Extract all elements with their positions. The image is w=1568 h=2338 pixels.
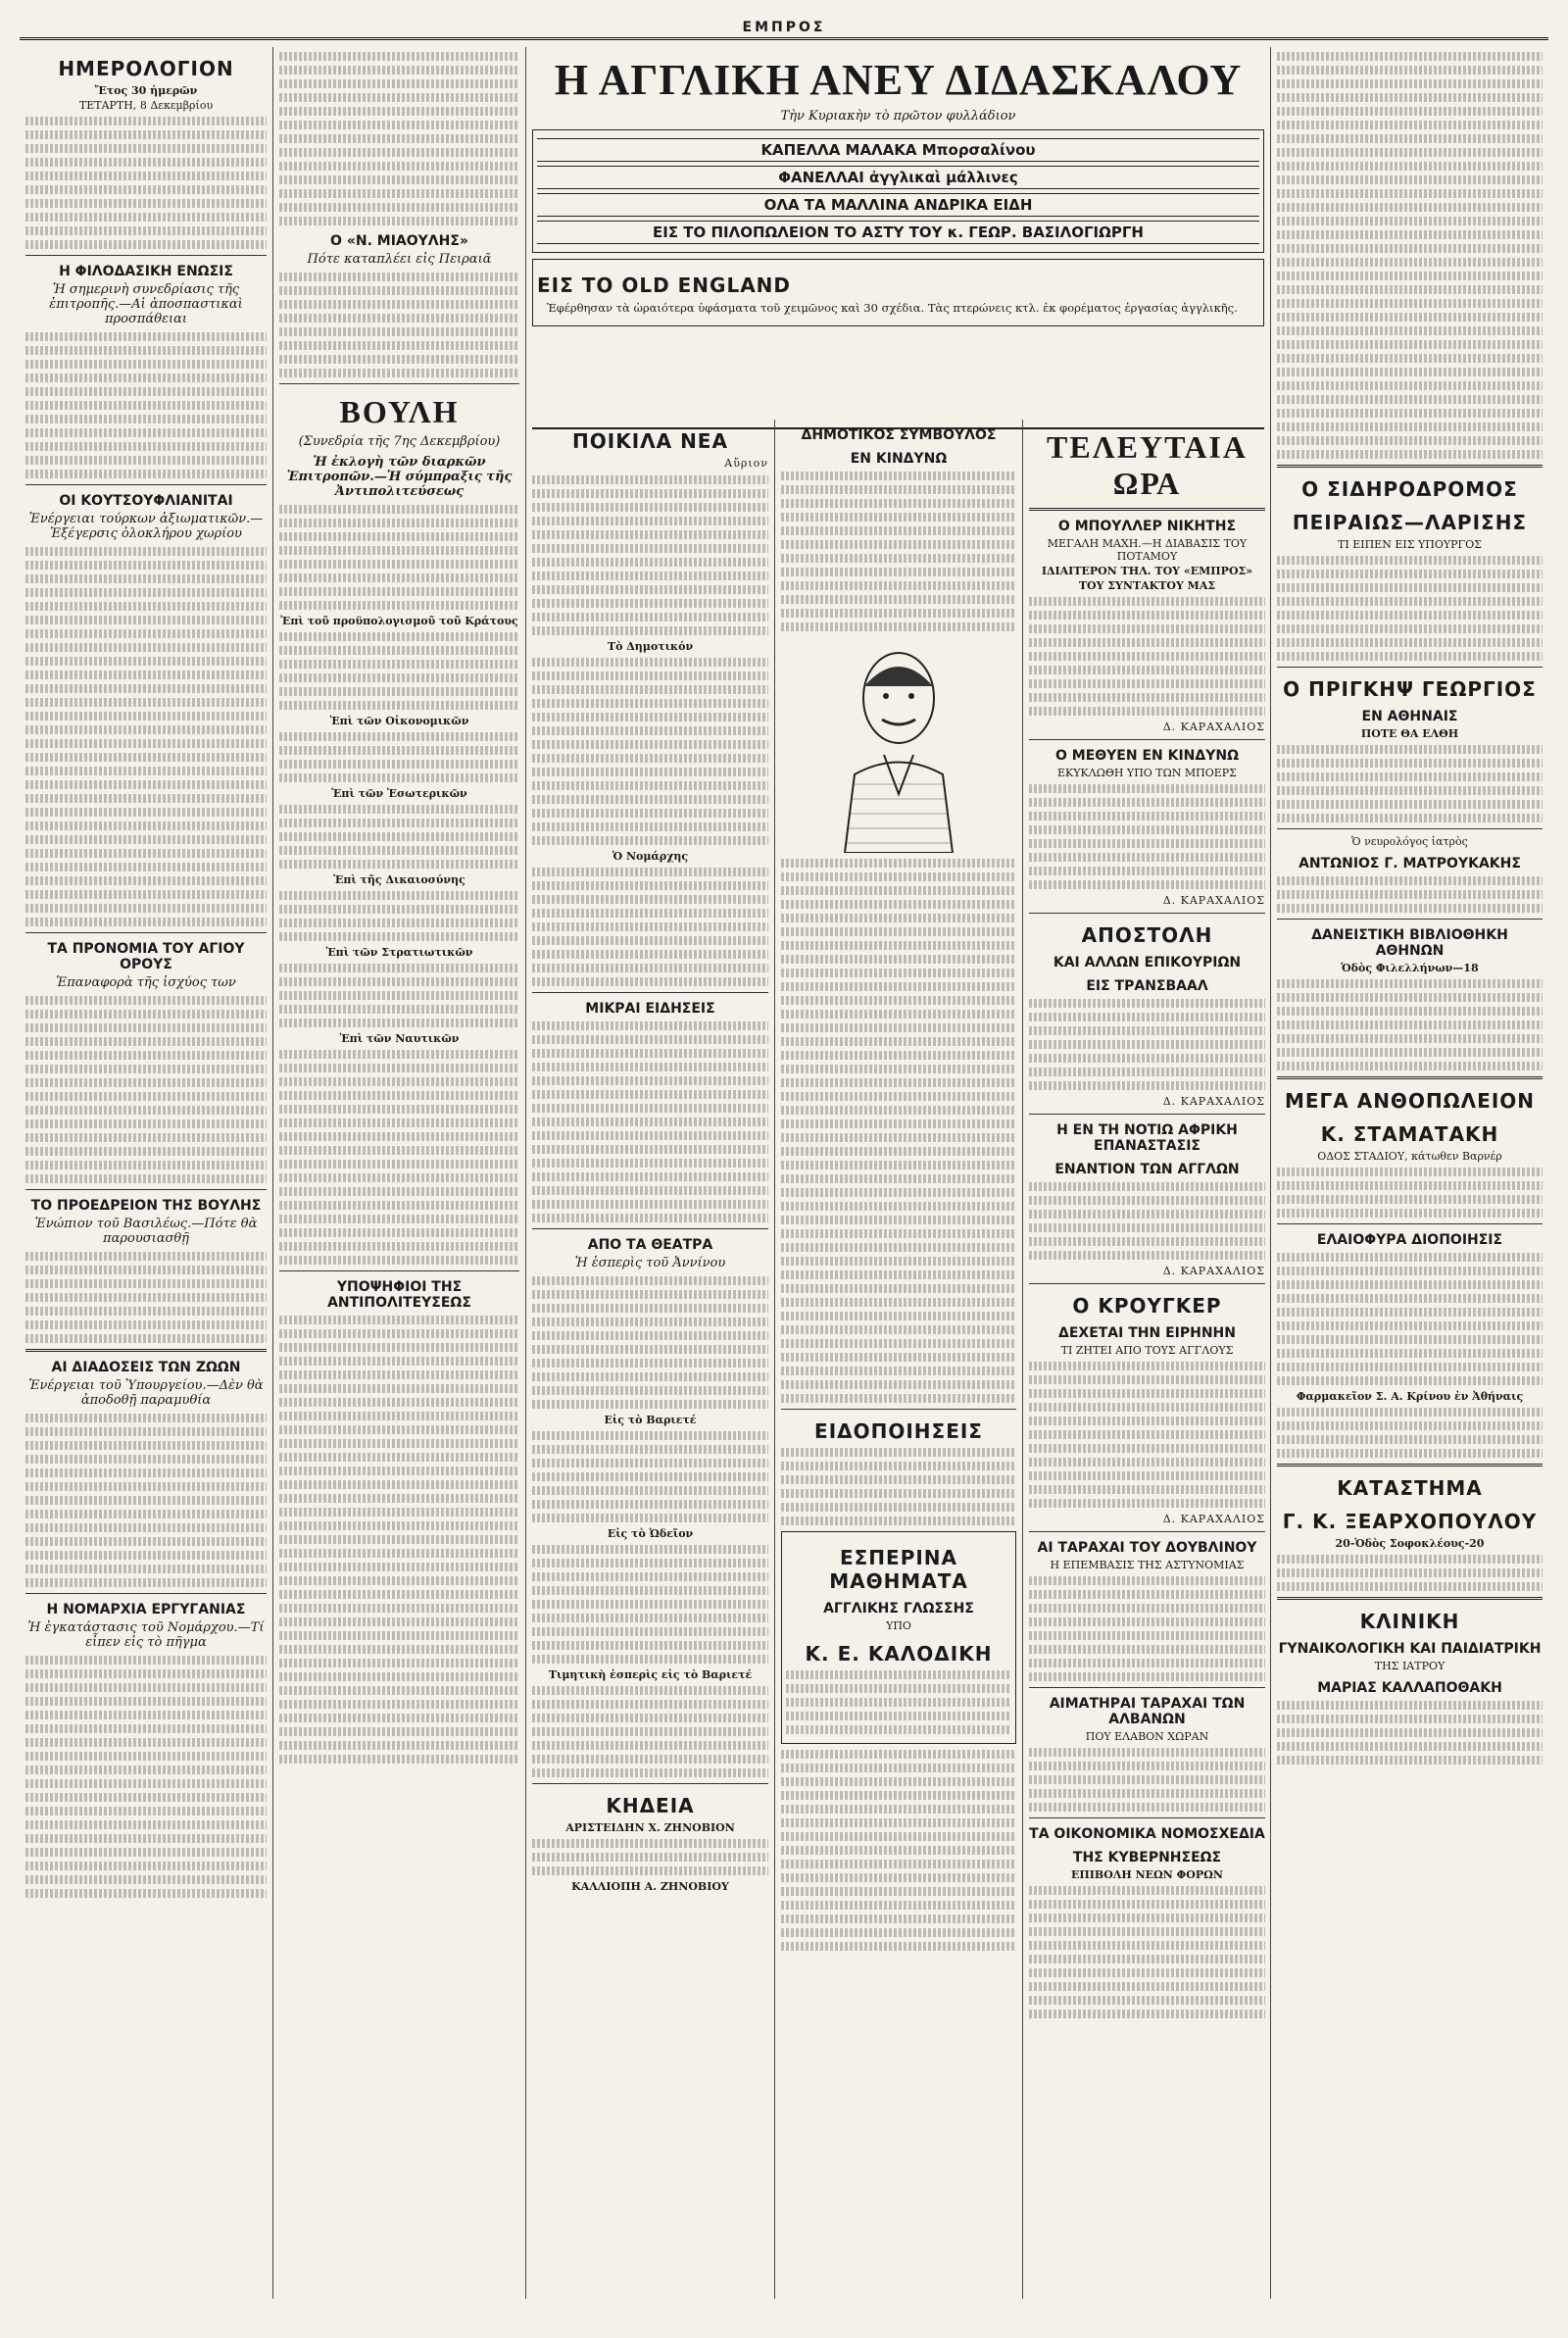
article-heading: Εἰς τὸ Ὠδεῖον [607,1527,694,1540]
article-subheading: Ἐπαναφορὰ τῆς ἰσχύος των [56,975,236,990]
article-subheading: Η ΕΠΕΜΒΑΣΙΣ ΤΗΣ ΑΣΤΥΝΟΜΙΑΣ [1050,1559,1245,1571]
text-block [25,117,267,249]
doctor-ad-label: Ὁ νευρολόγος ἰατρὸς [1351,835,1468,848]
main-headline-sub: Τὴν Κυριακὴν τὸ πρῶτον φυλλάδιον [780,109,1016,124]
text-block [279,1316,519,1764]
clinic-ad-title: ΚΛΙΝΙΚΗ [1359,1610,1460,1633]
section-title-vouli: ΒΟΥΛΗ [339,394,460,429]
committee-item: Ἐπὶ τοῦ προϋπολογισμοῦ τοῦ Κράτους [280,615,518,627]
ad-line: ΦΑΝΕΛΛΑΙ ἀγγλικαὶ μάλλινες [537,166,1259,189]
pharmacy-ad: Φαρμακεῖον Σ. Α. Κρίνου ἐν Ἀθήναις [1296,1390,1524,1403]
text-block [532,658,768,845]
article-heading: ΑΙ ΤΑΡΑΧΑΙ ΤΟΥ ΔΟΥΒΛΙΝΟΥ [1037,1540,1257,1556]
text-block [1277,745,1543,822]
session-subheading: Ἡ ἐκλογὴ τῶν διαρκῶν Ἐπιτροπῶν.—Ἡ σύμπραξις τῆς Ἀντιπολιτεύσεως [286,455,513,499]
article-heading: Εἰς τὸ Βαριετέ [604,1414,697,1426]
columns [20,47,1548,2299]
store-ad-name: Γ. Κ. ΞΕΑΡΧΟΠΟΥΛΟΥ [1282,1510,1538,1533]
ad-text: Ἐφέρθησαν τὰ ὡραιότερα ὑφάσματα τοῦ χειμῶνος καὶ 30 σχέδια. Τὰς πτερώνεις κτλ. ἐκ φορέματος ἐργασίας ἀγγλικῆς. [547,301,1238,315]
text-block [532,1686,768,1777]
article-subheading: Πότε καταπλέει εἰς Πειραιᾶ [307,252,492,267]
article-subheading: ΕΚΥΚΛΩΘΗ ΥΠΟ ΤΩΝ ΜΠΟΕΡΣ [1057,767,1237,779]
text-block [1277,1168,1543,1218]
text-block [25,1414,267,1587]
committee-item: Ἐπὶ τῶν Οἰκονομικῶν [329,715,469,727]
article-subheading: Ἐνέργειαι τοῦ Ὑπουργείου.—Δὲν θὰ ἀποδοθῇ παραμυθία [28,1378,264,1408]
main-headline: Η ΑΓΓΛΙΚΗ ΑΝΕΥ ΔΙΔΑΣΚΑΛΟΥ [554,56,1243,104]
text-block [279,1050,519,1265]
text-block [279,891,519,941]
article-heading-line-2: ΤΗΣ ΚΥΒΕΡΝΗΣΕΩΣ [1072,1850,1222,1865]
text-block [1277,876,1543,913]
hat-shop-ad [532,129,1264,253]
text-block [279,732,519,782]
article-subheading: Ἡ σημερινὴ συνεδρίασις τῆς ἐπιτροπῆς.—Αἱ ἀποσπαστικαὶ προσπάθειαι [49,282,243,326]
article-heading-line-2: ΕΝΑΝΤΙΟΝ ΤΩΝ ΑΓΓΛΩΝ [1054,1162,1240,1177]
ad-title: ΕΙΣ ΤΟ OLD ENGLAND [537,274,792,297]
library-ad-address: Ὁδὸς Φιλελλήνων—18 [1341,962,1479,974]
text-block [25,1656,267,1898]
article-heading-line-2: ΠΕΙΡΑΙΩΣ—ΛΑΡΙΣΗΣ [1292,511,1528,534]
article-heading: ΑΠΟ ΤΑ ΘΕΑΤΡΑ [587,1237,713,1253]
text-block [1277,979,1543,1070]
article-subheading: ΜΕΓΑΛΗ ΜΑΧΗ.—Η ΔΙΑΒΑΣΙΣ ΤΟΥ ΠΟΤΑΜΟΥ [1047,537,1248,563]
article-heading-line-2: ΚΑΙ ΑΛΛΩΝ ΕΠΙΚΟΥΡΙΩΝ [1053,955,1242,970]
text-block [781,1448,1016,1525]
text-block [786,1670,1011,1734]
text-block [279,805,519,869]
signature: Δ. ΚΑΡΑΧΑΛΙΟΣ [1162,721,1265,733]
column-2 [272,47,525,2299]
ad-by: ΥΠΟ [886,1619,911,1632]
text-block [781,472,1016,631]
text-block [532,1431,768,1522]
text-block [1029,1362,1265,1508]
ad-line: ΕΙΣ ΤΟ ΠΙΛΟΠΩΛΕΙΟΝ ΤΟ ΑΣΤΥ ΤΟΥ κ. ΓΕΩΡ. ΒΑΣΙΛΟΓΙΩΡΓΗ [537,221,1259,244]
article-subheading: ΠΟΤΕ ΘΑ ΕΛΘΗ [1360,727,1459,740]
ad-line: ΚΑΠΕΛΛΑ ΜΑΛΑΚΑ Μπορσαλίνου [537,138,1259,162]
article-heading: Ὁ Νομάρχης [612,850,689,863]
text-block [1029,597,1265,716]
article-heading: ΥΠΟΨΗΦΙΟΙ ΤΗΣ ΑΝΤΙΠΟΛΙΤΕΥΣΕΩΣ [327,1279,471,1311]
signature: Δ. ΚΑΡΑΧΑΛΙΟΣ [1162,1265,1265,1277]
english-lessons-ad [781,1531,1016,1744]
column-5 [1022,420,1270,2299]
article-heading: Η ΦΙΛΟΔΑΣΙΚΗ ΕΝΩΣΙΣ [59,264,233,279]
committee-item: Ἐπὶ τῶν Στρατιωτικῶν [325,946,473,959]
latest-news-title: ΤΕΛΕΥΤΑΙΑ ΩΡΑ [1047,429,1248,501]
column-1 [20,47,272,2299]
text-block [781,859,1016,1403]
section-title-poikila: ΠΟΙΚΙΛΑ ΝΕΑ [572,429,728,453]
ad-line: ΟΛΑ ΤΑ ΜΑΛΛΙΝΑ ΑΝΔΡΙΚΑ ΕΙΔΗ [537,193,1259,217]
ad-subtitle: ΑΓΓΛΙΚΗΣ ΓΛΩΣΣΗΣ [823,1601,974,1617]
florist-ad-address: ΟΔΟΣ ΣΤΑΔΙΟΥ, κάτωθεν Βαρνέρ [1317,1150,1502,1163]
text-block [532,868,768,986]
masthead: ΕΜΠΡΟΣ [20,20,1548,40]
article-heading: Η ΕΝ ΤΗ ΝΟΤΙΩ ΑΦΡΙΚΗ ΕΠΑΝΑΣΤΑΣΙΣ [1056,1122,1238,1154]
article-heading: ΑΙΜΑΤΗΡΑΙ ΤΑΡΑΧΑΙ ΤΩΝ ΑΛΒΑΝΩΝ [1049,1696,1246,1727]
article-heading-line-2: ΔΕΧΕΤΑΙ ΤΗΝ ΕΙΡΗΝΗΝ [1058,1325,1236,1341]
article-subheading: ΤΙ ΖΗΤΕΙ ΑΠΟ ΤΟΥΣ ΑΓΓΛΟΥΣ [1060,1344,1234,1357]
clinic-ad-name: ΜΑΡΙΑΣ ΚΑΛΛΑΠΟΘΑΚΗ [1317,1680,1502,1696]
article-heading: Τιμητικὴ ἑσπερὶς εἰς τὸ Βαριετέ [548,1668,753,1681]
calendar-title: ΗΜΕΡΟΛΟΓΙΟΝ [58,57,234,80]
article-subheading: Ἐνώπιον τοῦ Βασιλέως.—Πότε θὰ παρουσιασθῇ [34,1217,258,1246]
text-block [1277,556,1543,661]
text-block [532,1021,768,1222]
text-block [1277,1253,1543,1385]
dateline: Αὔριον [724,457,768,470]
article-subheading: Ἡ ἐγκατάστασις τοῦ Νομάρχου.—Τί εἶπεν εἰς τὸ πῆγμα [27,1620,265,1650]
article-heading-line-3: ΕΙΣ ΤΡΑΝΣΒΑΑΛ [1086,978,1208,994]
center-block [525,47,1270,2299]
clinic-ad-line: ΤΗΣ ΙΑΤΡΟΥ [1374,1660,1446,1672]
calendar-line-2: ΤΕΤΑΡΤΗ, 8 Δεκεμβρίου [78,99,214,112]
oil-ad-title: ΕΛΑΙΟΦΥΡΑ ΔΙΟΠΟΙΗΣΙΣ [1316,1232,1503,1248]
signature: Δ. ΚΑΡΑΧΑΛΙΟΣ [1162,894,1265,907]
text-block [279,964,519,1027]
article-heading: ΤΑ ΠΡΟΝΟΜΙΑ ΤΟΥ ΑΓΙΟΥ ΟΡΟΥΣ [47,941,245,972]
florist-ad-title: ΜΕΓΑ ΑΝΘΟΠΩΛΕΙΟΝ [1284,1089,1536,1113]
article-heading: Ο ΠΡΙΓΚΗΨ ΓΕΩΡΓΙΟΣ [1283,677,1537,701]
center-top-ads [532,55,1264,429]
column-6 [1270,47,1548,2299]
article-subheading: ΤΙ ΕΙΠΕΝ ΕΙΣ ΥΠΟΥΡΓΟΣ [1338,538,1482,551]
article-subheading: Ἡ ἑσπερὶς τοῦ Ἀννίνου [574,1256,726,1270]
text-block [1277,1701,1543,1765]
article-heading: ΔΗΜΟΤΙΚΟΣ ΣΥΜΒΟΥΛΟΣ [801,427,997,443]
text-block [25,547,267,926]
text-block [532,475,768,635]
wire-credit: ΙΔΙΑΙΤΕΡΟΝ ΤΗΛ. ΤΟΥ «ΕΜΠΡΟΣ» [1041,565,1253,577]
text-block [1029,999,1265,1090]
article-heading: Ο ΜΠΟΥΛΛΕΡ ΝΙΚΗΤΗΣ [1057,519,1237,534]
signature: Δ. ΚΑΡΑΧΑΛΙΟΣ [1162,1513,1265,1525]
column-4 [774,420,1022,2299]
notices-title: ΕΙΔΟΠΟΙΗΣΕΙΣ [814,1419,983,1443]
article-subheading: ΠΟΥ ΕΛΑΒΟΝ ΧΩΡΑΝ [1085,1730,1209,1743]
text-block [25,1252,267,1343]
article-heading: Ο ΜΕΘΥΕΝ ΕΝ ΚΙΝΔΥΝΩ [1055,748,1239,764]
doctor-ad-name: ΑΝΤΩΝΙΟΣ Γ. ΜΑΤΡΟΥΚΑΚΗΣ [1298,856,1521,871]
store-ad-title: ΚΑΤΑΣΤΗΜΑ [1337,1476,1483,1500]
article-subheading: ΕΠΙΒΟΛΗ ΝΕΩΝ ΦΟΡΩΝ [1071,1868,1223,1881]
article-heading: Η ΝΟΜΑΡΧΙΑ ΕΡΓΥΓΑΝΙΑΣ [46,1602,246,1617]
clinic-ad-subtitle: ΓΥΝΑΙΚΟΛΟΓΙΚΗ ΚΑΙ ΠΑΙΔΙΑΤΡΙΚΗ [1278,1641,1542,1657]
text-block [1277,52,1543,459]
funeral-notice-from: ΚΑΛΛΙΟΠΗ Α. ΖΗΝΟΒΙΟΥ [571,1880,729,1893]
text-block [1277,1555,1543,1591]
old-england-ad [532,259,1264,326]
florist-ad-name: Κ. ΣΤΑΜΑΤΑΚΗ [1320,1122,1499,1146]
committee-item: Ἐπὶ τῶν Ἐσωτερικῶν [331,787,467,800]
article-heading: ΤΑ ΟΙΚΟΝΟΜΙΚΑ ΝΟΜΟΣΧΕΔΙΑ [1029,1826,1265,1842]
article-heading-line-2: ΕΝ ΑΘΗΝΑΙΣ [1361,709,1458,724]
ad-title: ΕΣΠΕΡΙΝΑ ΜΑΘΗΜΑΤΑ [829,1546,968,1593]
committee-item: Ἐπὶ τῆς Δικαιοσύνης [333,873,466,886]
text-block [1029,1576,1265,1681]
wire-credit-2: ΤΟΥ ΣΥΝΤΑΚΤΟΥ ΜΑΣ [1078,579,1216,592]
text-block [25,996,267,1183]
store-ad-address: 20-Ὁδὸς Σοφοκλέους-20 [1335,1537,1485,1550]
article-heading: ΤΟ ΠΡΟΕΔΡΕΙΟΝ ΤΗΣ ΒΟΥΛΗΣ [30,1198,262,1214]
library-ad-title: ΔΑΝΕΙΣΤΙΚΗ ΒΙΒΛΙΟΘΗΚΗ ΑΘΗΝΩΝ [1311,927,1508,959]
text-block [279,52,519,225]
text-block [781,1750,1016,1951]
text-block [1029,1182,1265,1260]
portrait-engraving [825,637,972,853]
text-block [532,1545,768,1664]
article-subheading: Ἐνέργειαι τούρκων ἀξιωματικῶν.—Ἐξέγερσις ὁλοκλήρου χωρίου [28,512,264,541]
article-heading: ΜΙΚΡΑΙ ΕΙΔΗΣΕΙΣ [585,1001,715,1017]
text-block [1277,1408,1543,1458]
text-block [532,1276,768,1409]
article-heading: ΟΙ ΚΟΥΤΣΟΥΦΛΙΑΝΙΤΑΙ [59,493,233,509]
ad-teacher: Κ. Ε. ΚΑΛΟΔΙΚΗ [805,1642,993,1666]
article-heading: Τὸ Δημοτικόν [607,640,694,653]
article-heading: Ο ΣΙΔΗΡΟΔΡΟΜΟΣ [1301,477,1518,501]
committee-item: Ἐπὶ τῶν Ναυτικῶν [339,1032,460,1045]
article-heading-line-2: ΕΝ ΚΙΝΔΥΝΩ [850,451,948,467]
article-heading: ΑΙ ΔΙΑΔΟΣΕΙΣ ΤΩΝ ΖΩΩΝ [51,1360,241,1375]
article-heading: ΑΠΟΣΤΟΛΗ [1081,923,1213,947]
newspaper-page [20,20,1548,2299]
text-block [279,632,519,710]
article-heading: Ο ΚΡΟΥΓΚΕΡ [1072,1294,1222,1318]
column-3 [526,420,774,2299]
text-block [1029,784,1265,889]
article-heading: Ο «Ν. ΜΙΑΟΥΛΗΣ» [330,233,468,249]
text-block [532,1839,768,1875]
text-block [279,505,519,610]
funeral-notice-name: ΑΡΙΣΤΕΙΔΗΝ Χ. ΖΗΝΟΒΙΟΝ [565,1821,735,1834]
funeral-notice-title: ΚΗΔΕΙΑ [606,1794,695,1817]
text-block [279,273,519,377]
session-date: (Συνεδρία τῆς 7ης Δεκεμβρίου) [298,434,501,449]
calendar-line-1: Ἔτος 30 ἡμερῶν [94,84,198,97]
signature: Δ. ΚΑΡΑΧΑΛΙΟΣ [1162,1095,1265,1108]
text-block [1029,1748,1265,1812]
text-block [1029,1886,1265,2018]
text-block [25,332,267,478]
